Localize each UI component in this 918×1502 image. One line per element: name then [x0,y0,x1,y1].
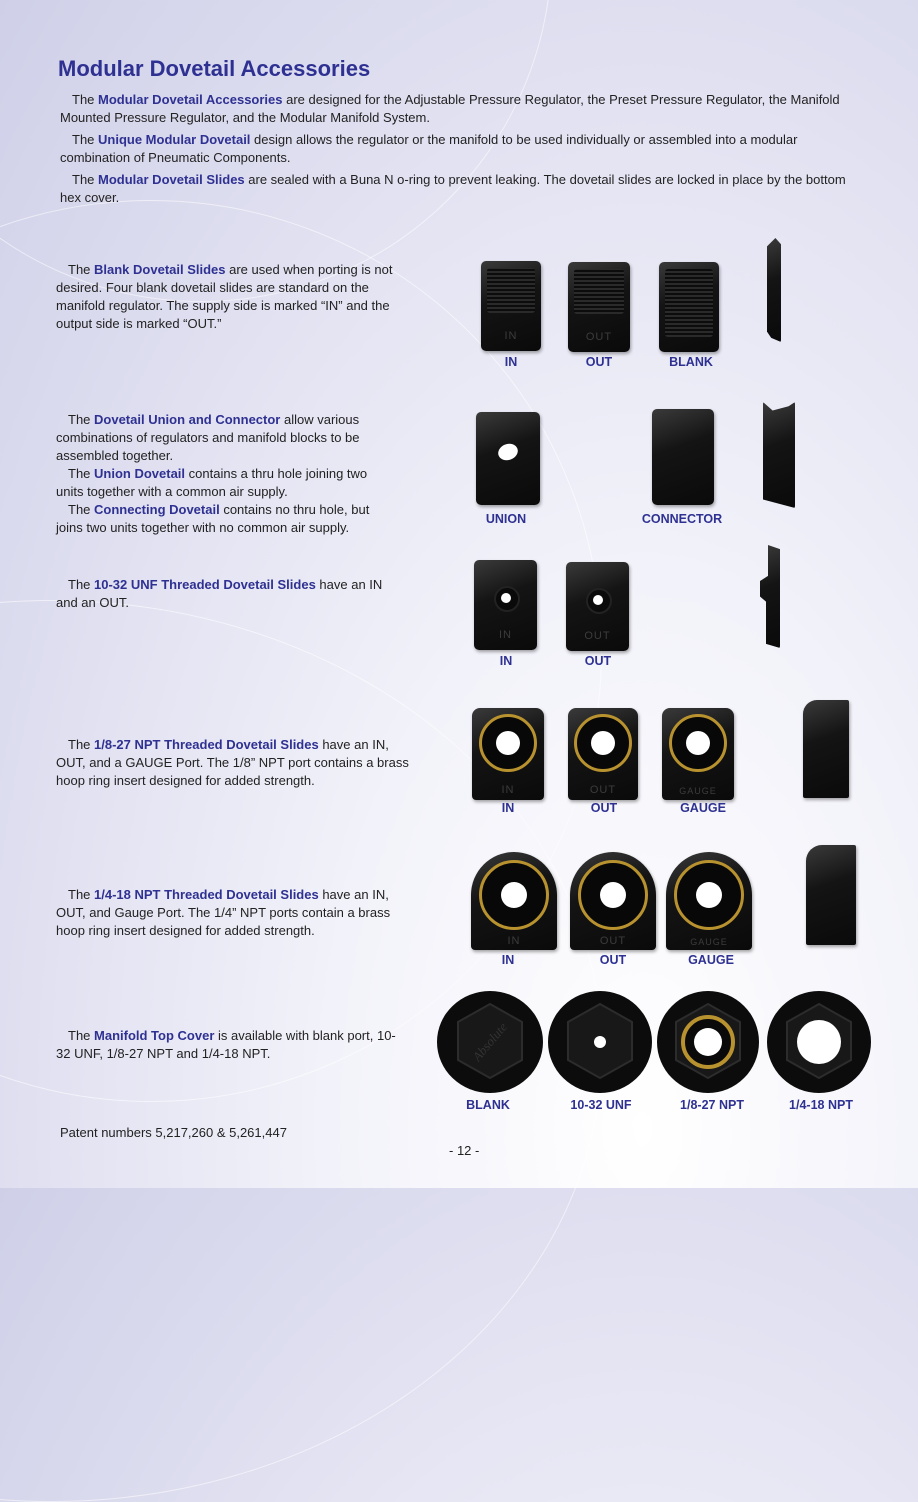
npt14-slide-gauge-image [666,852,752,950]
port-bore [591,731,615,755]
embossed-label: GAUGE [679,786,717,797]
caption-18-npt: 1/8-27 NPT [680,1098,744,1112]
caption-14-npt: 1/4-18 NPT [789,1098,853,1112]
caption-out: OUT [584,654,612,668]
ridge-texture [574,269,624,314]
port-bore [501,593,511,603]
blank-slide-side-view-image [767,238,781,342]
embossed-label: GAUGE [690,937,728,948]
embossed-label: IN [507,935,521,948]
caption-in: IN [501,953,515,967]
embossed-label: IN [499,629,512,641]
logo-text: Absolute [469,1019,510,1064]
embossed-label: OUT [585,331,613,343]
caption-out: OUT [599,953,627,967]
npt18-slide-in-image [472,708,544,800]
caption-gauge: GAUGE [680,801,726,815]
port-bore [686,731,710,755]
intro-paragraph-1: The Modular Dovetail Accessories are designed for the Adjustable Pressure Regulator, the Preset Pressure Regulator, the Manifold Mounted Pressure Regulator, and the Modular Manifold System. [60,92,840,125]
caption-blank: BLANK [669,355,713,369]
thru-hole [496,441,520,463]
unf-side-view-image [760,545,780,648]
npt14-side-view-image [806,845,856,945]
caption-out: OUT [590,801,618,815]
ridge-texture [487,268,535,313]
embossed-label: OUT [589,784,617,797]
unf-slide-out-image [566,562,629,651]
caption-in: IN [504,355,518,369]
npt14-slides-description: The 1/4-18 NPT Threaded Dovetail Slides have an IN, OUT, and Gauge Port. The 1/4” NPT ports contain a brass hoop ring insert designed for added strength. [56,887,391,938]
npt18-slides-description: The 1/8-27 NPT Threaded Dovetail Slides have an IN, OUT, and a GAUGE Port. The 1/8” NPT port contains a brass hoop ring insert designed for added strength. [56,737,409,788]
top-cover-description: The Manifold Top Cover is available with blank port, 10-32 UNF, 1/8-27 NPT and 1/4-18 NPT. [56,1028,396,1061]
page-title: Modular Dovetail Accessories [58,56,371,81]
top-cover-18npt-image [656,990,760,1094]
connector-dovetail-image [652,409,714,505]
intro-paragraph-3: The Modular Dovetail Slides are sealed with a Buna N o-ring to prevent leaking. The dovetail slides are locked in place by the bottom hex cover. [60,172,846,205]
port-bore [600,882,626,908]
caption-in: IN [499,654,513,668]
unf-slides-description: The 10-32 UNF Threaded Dovetail Slides have an IN and an OUT. [56,577,383,610]
port-bore [696,882,722,908]
npt18-slide-out-image [568,708,638,800]
caption-1032-unf: 10-32 UNF [570,1098,632,1112]
blank-slide-blank-image [659,262,719,352]
port-bore [496,731,520,755]
embossed-label: OUT [584,630,611,643]
port-bore [593,595,603,605]
top-cover-1032-image [547,990,653,1094]
blank-slide-in-image [481,261,541,351]
caption-blank: BLANK [466,1098,510,1112]
patent-numbers: Patent numbers 5,217,260 & 5,261,447 [60,1125,287,1140]
embossed-label: IN [504,330,518,342]
caption-union: UNION [485,512,527,526]
ridge-texture [665,269,713,337]
page-number: - 12 - [449,1143,480,1158]
intro-paragraph-2: The Unique Modular Dovetail design allows the regulator or the manifold to be used individually or assembled into a modular combination of Pneumatic Components. [60,132,798,165]
caption-in: IN [501,801,515,815]
embossed-label: OUT [599,935,627,948]
union-connector-description: The Dovetail Union and Connector allow various combinations of regulators and manifold blocks to be assembled together. The Union Dovetail contains a thru hole joining two units together with a common air supply. The Connecting Dovetail contains no thru hole, but joins two units together with no common air supply. [56,412,370,535]
npt14-slide-out-image [570,852,656,950]
blank-slides-description: The Blank Dovetail Slides are used when porting is not desired. Four blank dovetail slides are standard on the manifold regulator. The supply side is marked “IN” and the output side is marked “OUT.” [56,262,393,331]
npt18-slide-gauge-image [662,708,734,800]
npt18-side-view-image [803,700,849,798]
union-side-view-image [763,402,795,508]
caption-connector: CONNECTOR [641,512,723,526]
top-cover-14npt-image [766,990,872,1094]
blank-slide-out-image [568,262,630,352]
unf-slide-in-image [474,560,537,650]
npt14-slide-in-image [471,852,557,950]
top-cover-blank-image [436,990,544,1094]
caption-gauge: GAUGE [688,953,734,967]
union-dovetail-image [476,412,540,505]
embossed-label: IN [501,784,515,797]
caption-out: OUT [585,355,613,369]
port-bore [501,882,527,908]
